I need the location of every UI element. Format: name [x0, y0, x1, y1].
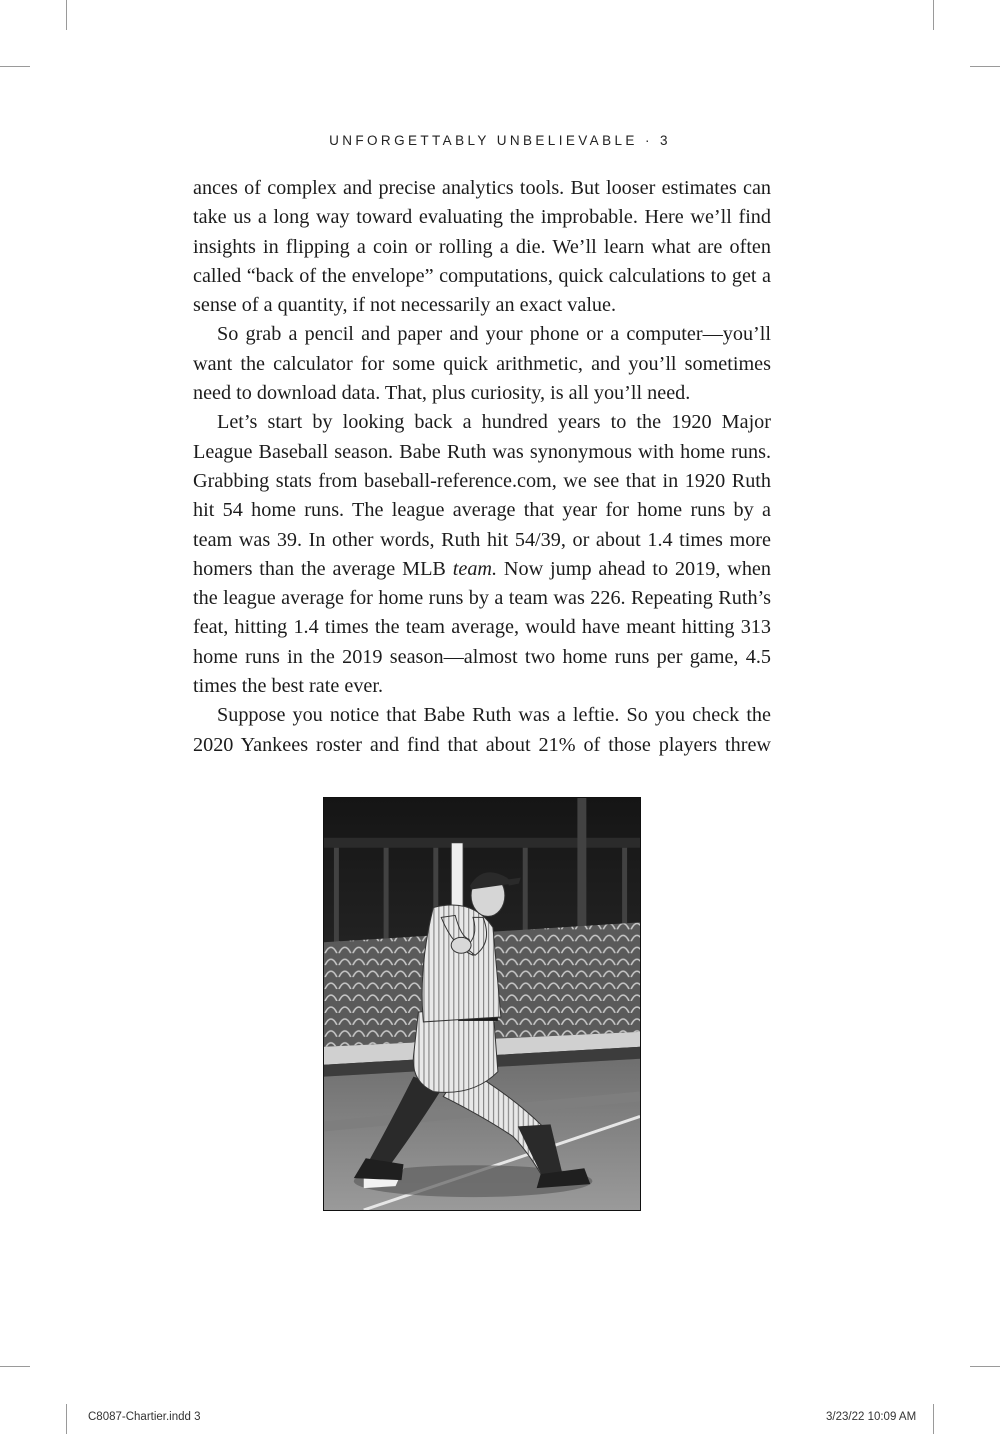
paragraph-1: ances of complex and precise analytics tools. But looser estimates can take us a long way toward evaluating the improbable. Here we’ll find insights in flipping a coin or rolling a die. We’ll learn what are often called “back of the envelope” computations, quick calculations to get a sense of a quantity, if not necessarily an exact value.: [193, 177, 771, 317]
paragraph-3-text-a: Let’s start by looking back a hundred years to the 1920 Major League Baseball season. Babe Ruth was synonymous with home runs. Grabbing stats from baseball-reference.com, we see that in 1920 Ruth hit 54 home runs. The league average that year for home runs by a team was 39. In other words, Ruth hit 54/39, or about 1.4 times more homers than the average MLB: [193, 411, 771, 580]
running-head: UNFORGETTABLY UNBELIEVABLE · 3: [329, 133, 671, 148]
crop-mark-right-bottom: [970, 1366, 1000, 1367]
paragraph-3-text-b: Now jump ahead to 2019, when the league average for home runs by a team was 226. Repeating Ruth’s feat, hitting 1.4 times the team average, would have meant hitting 313 home runs in the 2019 season—almost two home runs per game, 4.5 times the best rate ever.: [193, 557, 771, 698]
crop-mark-right-top: [970, 66, 1000, 67]
body-text: [193, 174, 771, 760]
babe-ruth-batter-illustration: [323, 797, 641, 1211]
paragraph-3: [193, 408, 771, 701]
crop-mark-left-bottom: [0, 1366, 30, 1367]
crop-mark-left-top: [0, 66, 30, 67]
crop-mark-bottom-left: [66, 1404, 67, 1434]
paragraph-4: Suppose you notice that Babe Ruth was a leftie. So you check the 2020 Yankees roster and find that about 21% of those players threw: [193, 704, 771, 756]
crop-mark-top-left: [66, 0, 67, 30]
crop-mark-bottom-right: [933, 1404, 934, 1434]
batter-icon: [324, 798, 640, 1210]
crop-mark-top-right: [933, 0, 934, 30]
paragraph-2: So grab a pencil and paper and your phone or a computer—you’ll want the calculator for some quick arithmetic, and you’ll sometimes need to download data. That, plus curiosity, is all you’ll need.: [193, 323, 771, 405]
emphasis-team: team.: [452, 557, 498, 580]
slug-filename: C8087-Chartier.indd 3: [88, 1411, 201, 1423]
slug-timestamp: 3/23/22 10:09 AM: [826, 1411, 917, 1423]
